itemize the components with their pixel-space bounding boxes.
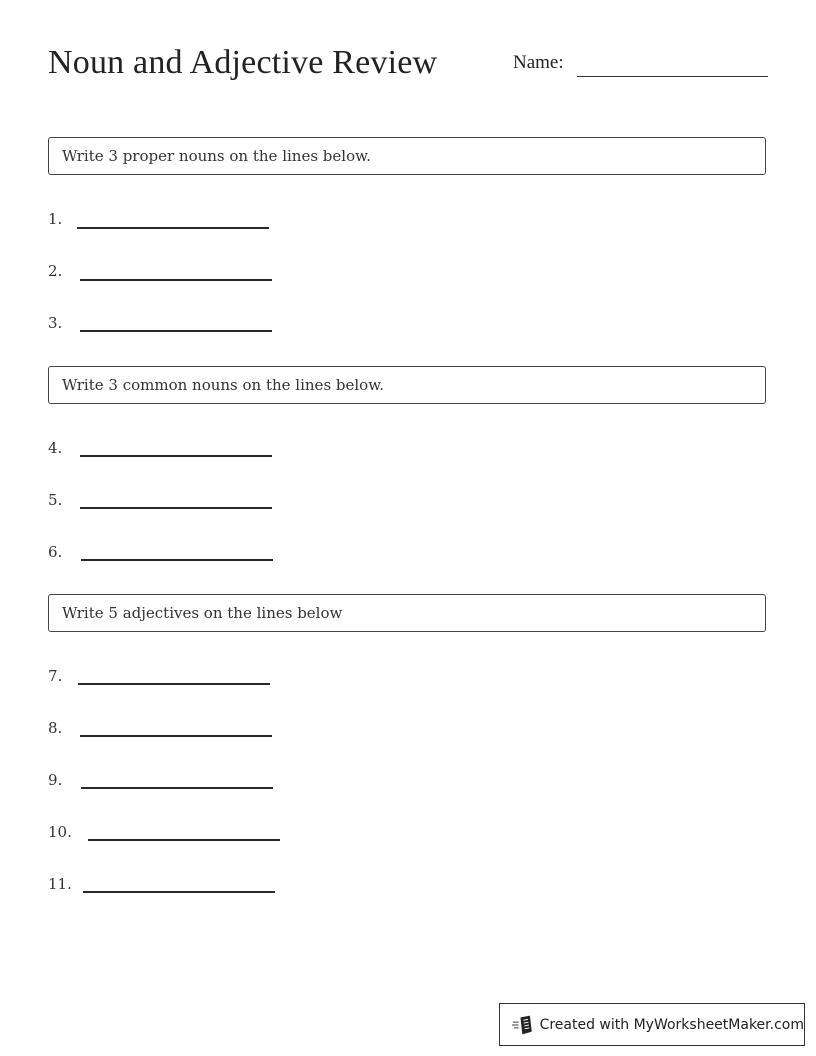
instruction-box-proper-nouns: [48, 137, 766, 175]
instruction-text: Write 3 common nouns on the lines below.: [62, 376, 385, 394]
item-number: 10.: [48, 823, 72, 841]
item-number: 2.: [48, 262, 63, 280]
instruction-text: Write 3 proper nouns on the lines below.: [62, 147, 371, 165]
item-number: 8.: [48, 719, 63, 737]
item-number: 3.: [48, 314, 63, 332]
answer-line[interactable]: [81, 559, 273, 561]
answer-line[interactable]: [78, 683, 270, 685]
worksheet-maker-logo-icon: [512, 1014, 535, 1036]
answer-line[interactable]: [80, 279, 272, 281]
item-number: 7.: [48, 667, 63, 685]
instruction-box-common-nouns: [48, 366, 766, 404]
answer-line[interactable]: [80, 735, 272, 737]
name-label: Name:: [513, 52, 564, 73]
answer-line[interactable]: [77, 227, 269, 229]
answer-line[interactable]: [88, 839, 280, 841]
footer-text: Created with MyWorksheetMaker.com: [539, 1016, 804, 1033]
answer-line[interactable]: [81, 787, 273, 789]
answer-line[interactable]: [80, 507, 272, 509]
footer-badge[interactable]: [499, 1003, 805, 1046]
item-number: 4.: [48, 439, 63, 457]
item-number: 5.: [48, 491, 63, 509]
answer-line[interactable]: [83, 891, 275, 893]
item-number: 1.: [48, 210, 63, 228]
instruction-text: Write 5 adjectives on the lines below: [62, 604, 343, 622]
answer-line[interactable]: [80, 330, 272, 332]
instruction-box-adjectives: [48, 594, 766, 632]
item-number: 11.: [48, 875, 72, 893]
page-title: Noun and Adjective Review: [48, 44, 438, 81]
item-number: 9.: [48, 771, 63, 789]
item-number: 6.: [48, 543, 63, 561]
answer-line[interactable]: [80, 455, 272, 457]
name-answer-line[interactable]: [577, 76, 768, 77]
